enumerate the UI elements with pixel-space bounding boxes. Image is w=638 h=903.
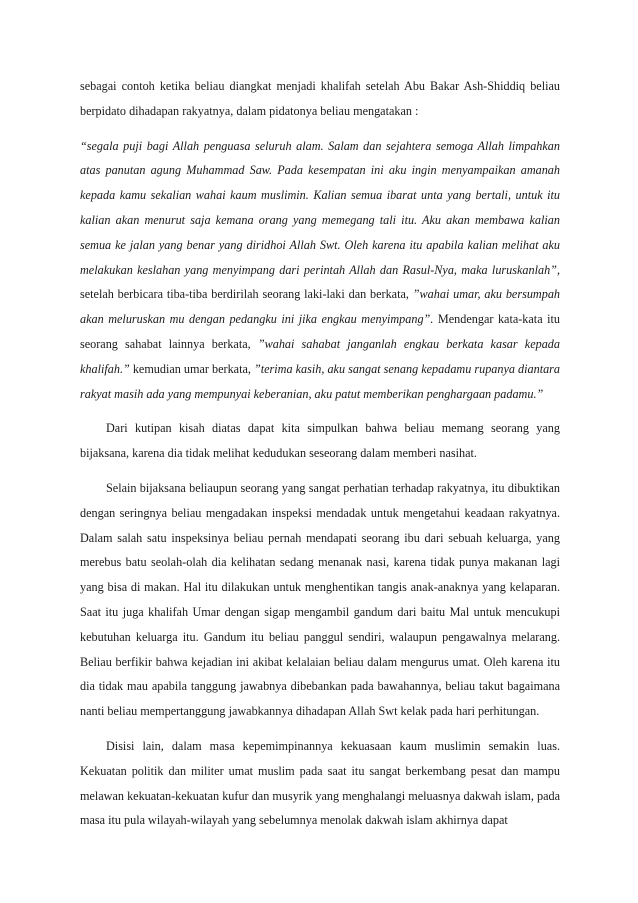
quote-segment: ”terima kasih, aku sangat senang kepadamu rupanya diantara rakyat masih ada yang mempunyai keberanian, aku patut memberikan penghargaan padamu.” [80,361,561,401]
text-segment: setelah berbicara tiba-tiba berdirilah seorang laki-laki dan berkata, [80,287,413,302]
body-text [80,74,560,833]
paragraph-5 [80,734,560,833]
quote-segment: ”wahai umar, aku bersumpah akan meluruskan mu dengan pedangku ini jika engkau menyimpang”. [80,287,561,327]
text-segment: Dari kutipan kisah diatas dapat kita simpulkan bahwa beliau memang seorang yang bijaksana, karena dia tidak melihat kedudukan seseorang dalam memberi nasihat. [80,421,560,461]
quote-segment: ”wahai sahabat janganlah engkau berkata kasar kepada khalifah.” [80,336,560,376]
text-segment: Disisi lain, dalam masa kepemimpinannya kekuasaan kaum muslimin semakin luas. Kekuatan politik dan militer umat muslim pada saat itu sangat berkembang pesat dan mampu melawan kekuatan-kekuatan kufur dan musyrik yang menghalangi meluasnya dakwah islam, pada masa itu pula wilayah-wilayah yang sebelumnya menolak dakwah islam akhirnya dapat [80,738,560,828]
text-segment: kemudian umar berkata, [129,361,254,376]
paragraph-3 [80,416,560,466]
text-segment: Selain bijaksana beliaupun seorang yang sangat perhatian terhadap rakyatnya, itu dibuktikan dengan seringnya beliau mengadakan inspeksi mendadak untuk mengetahui keadaan rakyatnya. Dalam salah satu inspeksinya beliau pernah mendapati seorang ibu dari sebuah keluarga, yang merebus batu seolah-olah dia kelihatan sedang menanak nasi, karena tidak punya makanan lagi yang bisa di makan. Hal itu dilakukan untuk menghentikan tangis anak-anaknya yang kelaparan. Saat itu juga khalifah Umar dengan sigap mengambil gandum dari baitu Mal untuk mencukupi kebutuhan keluarga itu. Gandum itu beliau panggul sendiri, walaupun pengawalnya melarang. Beliau berfikir bahwa kejadian ini akibat kelalaian beliau dalam mengurus umat. Oleh karena itu dia tidak mau apabila tanggung jawabnya dibebankan pada bawahannya, beliau takut bagaimana nanti beliau mempertanggung jawabkannya dihadapan Allah Swt kelak pada hari perhitungan. [80,480,560,719]
paragraph-4 [80,476,560,724]
paragraph-2-quote [80,134,560,407]
quote-segment: “segala puji bagi Allah penguasa seluruh alam. Salam dan sejahtera semoga Allah limpahkan atas panutan agung Muhammad Saw. Pada kesempatan ini aku ingin menyampaikan amanah kepada kamu sekalian wahai kaum muslimin. Kalian semua ibarat unta yang bertali, untuk itu kalian akan menurut saja kemana orang yang memegang tali itu. Aku akan membawa kalian semua ke jalan yang benar yang diridhoi Allah Swt. Oleh karena itu apabila kalian melihat aku melakukan keslahan yang menyimpang dari perintah Allah dan Rasul-Nya, maka luruskanlah”, [80,138,560,277]
text-segment: Mendengar kata-kata itu seorang sahabat lainnya berkata, [80,312,560,351]
text-segment: sebagai contoh ketika beliau diangkat menjadi khalifah setelah Abu Bakar Ash-Shiddiq beliau berpidato dihadapan rakyatnya, dalam pidatonya beliau mengatakan : [80,79,560,118]
paragraph-1 [80,74,560,124]
